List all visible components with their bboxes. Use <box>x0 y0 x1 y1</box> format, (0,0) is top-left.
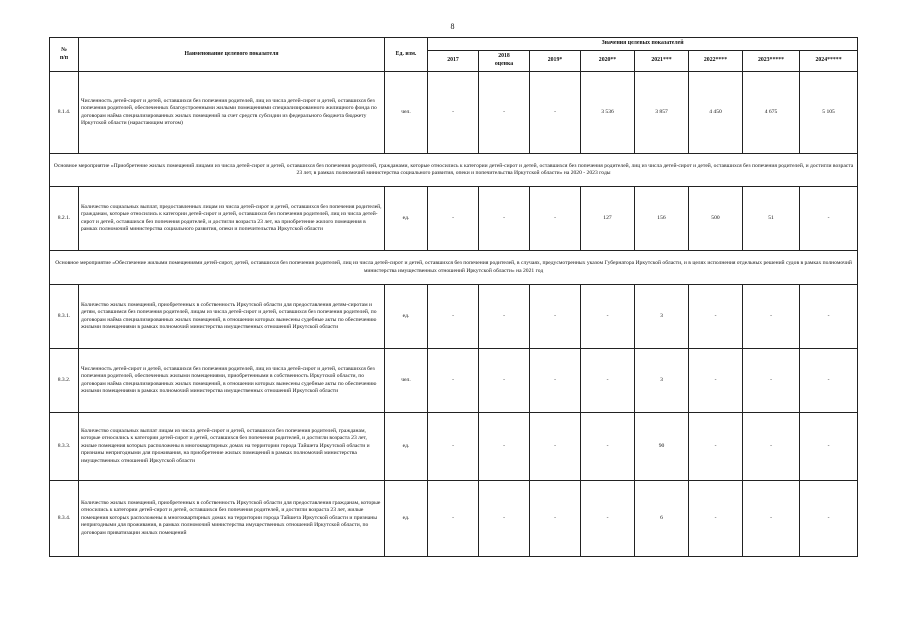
indicator-value: - <box>530 187 581 251</box>
indicator-value: 4 675 <box>743 72 800 154</box>
indicator-row <box>50 413 858 481</box>
indicator-value: - <box>530 413 581 481</box>
indicator-value: - <box>689 285 743 349</box>
header-year: 2017 <box>428 51 479 72</box>
header-year: 2023***** <box>743 51 800 72</box>
indicator-value: - <box>479 285 530 349</box>
indicator-value: - <box>428 285 479 349</box>
indicator-value: - <box>800 481 858 557</box>
indicator-value: - <box>800 285 858 349</box>
indicator-value: 4 450 <box>689 72 743 154</box>
indicator-value: 500 <box>689 187 743 251</box>
row-number: 8.3.2. <box>50 349 79 413</box>
indicator-value: - <box>428 349 479 413</box>
section-row <box>50 251 858 285</box>
header-unit: Ед. изм. <box>385 38 428 72</box>
indicator-value: 127 <box>581 187 635 251</box>
indicator-value: - <box>800 349 858 413</box>
section-row <box>50 154 858 187</box>
page-number: 8 <box>450 22 455 31</box>
row-number: 8.2.1. <box>50 187 79 251</box>
indicator-value: - <box>689 349 743 413</box>
header-year: 2018 оценка <box>479 51 530 72</box>
indicator-row <box>50 187 858 251</box>
indicator-value: 3 857 <box>635 72 689 154</box>
indicator-row <box>50 285 858 349</box>
section-title: Основное мероприятие «Обеспечение жилыми помещениями детей-сирот, детей, оставшихся без попечения родителей, лиц из числа детей-сирот и детей, оставшихся без попечения родителей, в случаях, предусмотренных указом Губернатора Иркутской области, и в целях исполнения отдельных решений судов в рамках полномочий министерства имущественных отношений Иркутской области» на 2021 год <box>50 251 858 285</box>
header-year: 2020** <box>581 51 635 72</box>
header-year: 2022**** <box>689 51 743 72</box>
indicator-value: 90 <box>635 413 689 481</box>
indicator-name: Количество жилых помещений, приобретенных в собственность Иркутской области для предоставления гражданам, которые относились к категории детей-сирот и детей, оставшихся без попечения родителей, и достигли возраста 23 лет, жилые помещения которых расположены в многоквартирных домах на территории города Тайшета Иркутской области и признаны непригодными для проживания, в рамках полномочий министерства имущественных отношений Иркутской области, по договорам приватизации жилых помещений <box>79 481 385 557</box>
indicator-value: - <box>581 481 635 557</box>
row-number: 8.3.3. <box>50 413 79 481</box>
indicator-unit: ед. <box>385 187 428 251</box>
indicator-value: - <box>428 187 479 251</box>
indicator-value: - <box>581 413 635 481</box>
indicator-value: - <box>530 481 581 557</box>
indicator-value: - <box>743 481 800 557</box>
indicator-name: Численность детей-сирот и детей, оставшихся без попечения родителей, лиц из числа детей-сирот и детей, оставшихся без попечения родителей, обеспеченных жилыми помещениями, приобретенными в собственность Иркутской области, по договорам найма специализированных жилых помещений, в отношении которых вынесены судебные акты по обеспечению жилыми помещениями в рамках полномочий министерства имущественных отношений Иркутской области <box>79 349 385 413</box>
indicator-value: - <box>428 72 479 154</box>
row-number: 8.3.4. <box>50 481 79 557</box>
targets-table <box>49 37 858 557</box>
header-year: 2021*** <box>635 51 689 72</box>
indicator-unit: ед. <box>385 481 428 557</box>
indicator-value: 6 <box>635 481 689 557</box>
indicator-value: - <box>581 349 635 413</box>
indicator-unit: чел. <box>385 349 428 413</box>
header-year: 2024***** <box>800 51 858 72</box>
section-title: Основное мероприятие «Приобретение жилых помещений лицами из числа детей-сирот и детей, оставшихся без попечения родителей, гражданами, которые относились к категории детей-сирот и детей, оставшихся без попечения родителей, лиц из числа детей-сирот и детей, оставшихся без попечения родителей, и достигли возраста 23 лет, в рамках полномочий министерства социального развития, опеки и попечительства Иркутской области» на 2020 - 2023 годы <box>50 154 858 187</box>
indicator-value: - <box>530 72 581 154</box>
header-values-group: Значения целевых показателей <box>428 38 858 51</box>
row-number: 8.1.4. <box>50 72 79 154</box>
indicator-value: - <box>743 413 800 481</box>
indicator-unit: ед. <box>385 285 428 349</box>
indicator-row <box>50 72 858 154</box>
indicator-value: - <box>800 187 858 251</box>
indicator-value: - <box>800 413 858 481</box>
indicator-value: - <box>428 481 479 557</box>
indicator-value: - <box>530 349 581 413</box>
indicator-row <box>50 481 858 557</box>
indicator-row <box>50 349 858 413</box>
indicator-value: - <box>479 481 530 557</box>
indicator-value: 3 <box>635 285 689 349</box>
indicator-value: - <box>581 285 635 349</box>
indicator-name: Количество социальных выплат, предоставленных лицам из числа детей-сирот и детей, оставшихся без попечения родителей, гражданам, которые относились к категории детей-сирот и детей, оставшихся без попечения родителей, лиц из числа детей-сирот и детей, оставшихся без попечения родителей, и достигли возраста 23 лет, на приобретение жилого помещения в рамках полномочий министерства социального развития, опеки и попечительства Иркутской области <box>79 187 385 251</box>
indicator-value: - <box>689 413 743 481</box>
indicator-name: Количество социальных выплат лицам из числа детей-сирот и детей, оставшихся без попечения родителей, гражданам, которые относились к категории детей-сирот и детей, оставшихся без попечения родителей, и достигли возраста 23 лет, жилые помещения которых расположены в многоквартирных домах на территории города Тайшета Иркутской области и признаны непригодными для проживания, на приобретение жилых помещений в рамках полномочий министерства имущественных отношений Иркутской области <box>79 413 385 481</box>
indicator-value: - <box>479 349 530 413</box>
indicator-name: Численность детей-сирот и детей, оставшихся без попечения родителей, лиц из числа детей-сирот и детей, оставшихся без попечения родителей, обеспеченных благоустроенными жилыми помещениями специализированного жилищного фонда по договорам найма специализированных жилых помещений за счет средств субсидии из федерального бюджета бюджету Иркутской области (нарастающим итогом) <box>79 72 385 154</box>
indicator-value: 5 105 <box>800 72 858 154</box>
row-number: 8.3.1. <box>50 285 79 349</box>
indicator-value: - <box>428 413 479 481</box>
header-num: № п/п <box>50 38 79 72</box>
header-year: 2019* <box>530 51 581 72</box>
indicator-value: - <box>689 481 743 557</box>
indicator-value: 51 <box>743 187 800 251</box>
indicator-name: Количество жилых помещений, приобретенных в собственность Иркутской области для предоставления детям-сиротам и детям, оставшимся без попечения родителей, лицам из числа детей-сирот и детей, оставшихся без попечения родителей, по договорам найма специализированных жилых помещений, в отношении которых вынесены судебные акты по обеспечению жилыми помещениями в рамках полномочий министерства имущественных отношений Иркутской области <box>79 285 385 349</box>
indicator-value: - <box>743 285 800 349</box>
indicator-unit: чел. <box>385 72 428 154</box>
indicator-value: 156 <box>635 187 689 251</box>
indicator-value: - <box>479 72 530 154</box>
indicator-unit: ед. <box>385 413 428 481</box>
indicator-value: - <box>479 187 530 251</box>
indicator-value: - <box>479 413 530 481</box>
indicator-value: 3 536 <box>581 72 635 154</box>
indicator-value: - <box>530 285 581 349</box>
indicator-value: 3 <box>635 349 689 413</box>
indicator-value: - <box>743 349 800 413</box>
header-name: Наименование целевого показателя <box>79 38 385 72</box>
